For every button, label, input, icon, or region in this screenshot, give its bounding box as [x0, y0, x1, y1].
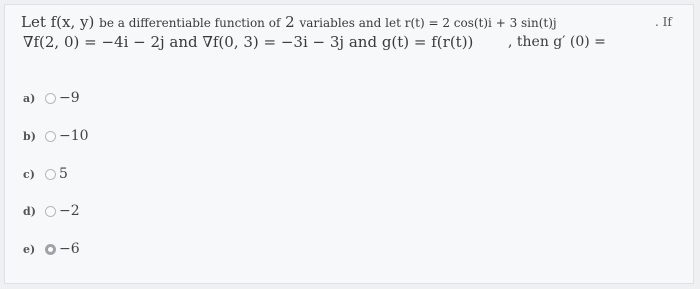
radio-button[interactable]: [45, 169, 56, 180]
choice-value: −9: [59, 90, 80, 106]
question-line-2: ∇f(2, 0) = −4i − 2j and ∇f(0, 3) = −3i − 3j and g(t) = f(r(t)): [23, 33, 474, 51]
choice-value: −6: [59, 241, 80, 257]
choice-d[interactable]: [23, 203, 80, 219]
choice-letter: c): [23, 167, 35, 181]
choice-letter: d): [23, 204, 36, 218]
choice-b[interactable]: [23, 128, 89, 144]
choice-value: −2: [59, 203, 80, 219]
question-if: . If: [655, 15, 672, 29]
question-number: 2: [285, 13, 295, 31]
choice-a[interactable]: [23, 90, 80, 106]
choice-letter: b): [23, 129, 36, 143]
radio-button[interactable]: [45, 93, 56, 104]
choice-value: −10: [59, 128, 89, 144]
radio-button-selected[interactable]: [45, 244, 56, 255]
question-fxy: Let f(x, y): [21, 13, 95, 31]
question-then: , then g′ (0) =: [508, 34, 606, 50]
choice-letter: e): [23, 242, 36, 256]
radio-button[interactable]: [45, 131, 56, 142]
question-text-variables: variables and let r(t) = 2 cos(t)i + 3 sin(t)j: [299, 16, 557, 30]
choice-value: 5: [59, 166, 68, 182]
question-card: [4, 4, 694, 284]
choice-c[interactable]: [23, 166, 68, 182]
radio-button[interactable]: [45, 206, 56, 217]
question-text-differentiable: be a differentiable function of: [99, 16, 281, 30]
question-line-1: [21, 13, 557, 31]
choice-e[interactable]: [23, 241, 80, 257]
choice-letter: a): [23, 91, 36, 105]
